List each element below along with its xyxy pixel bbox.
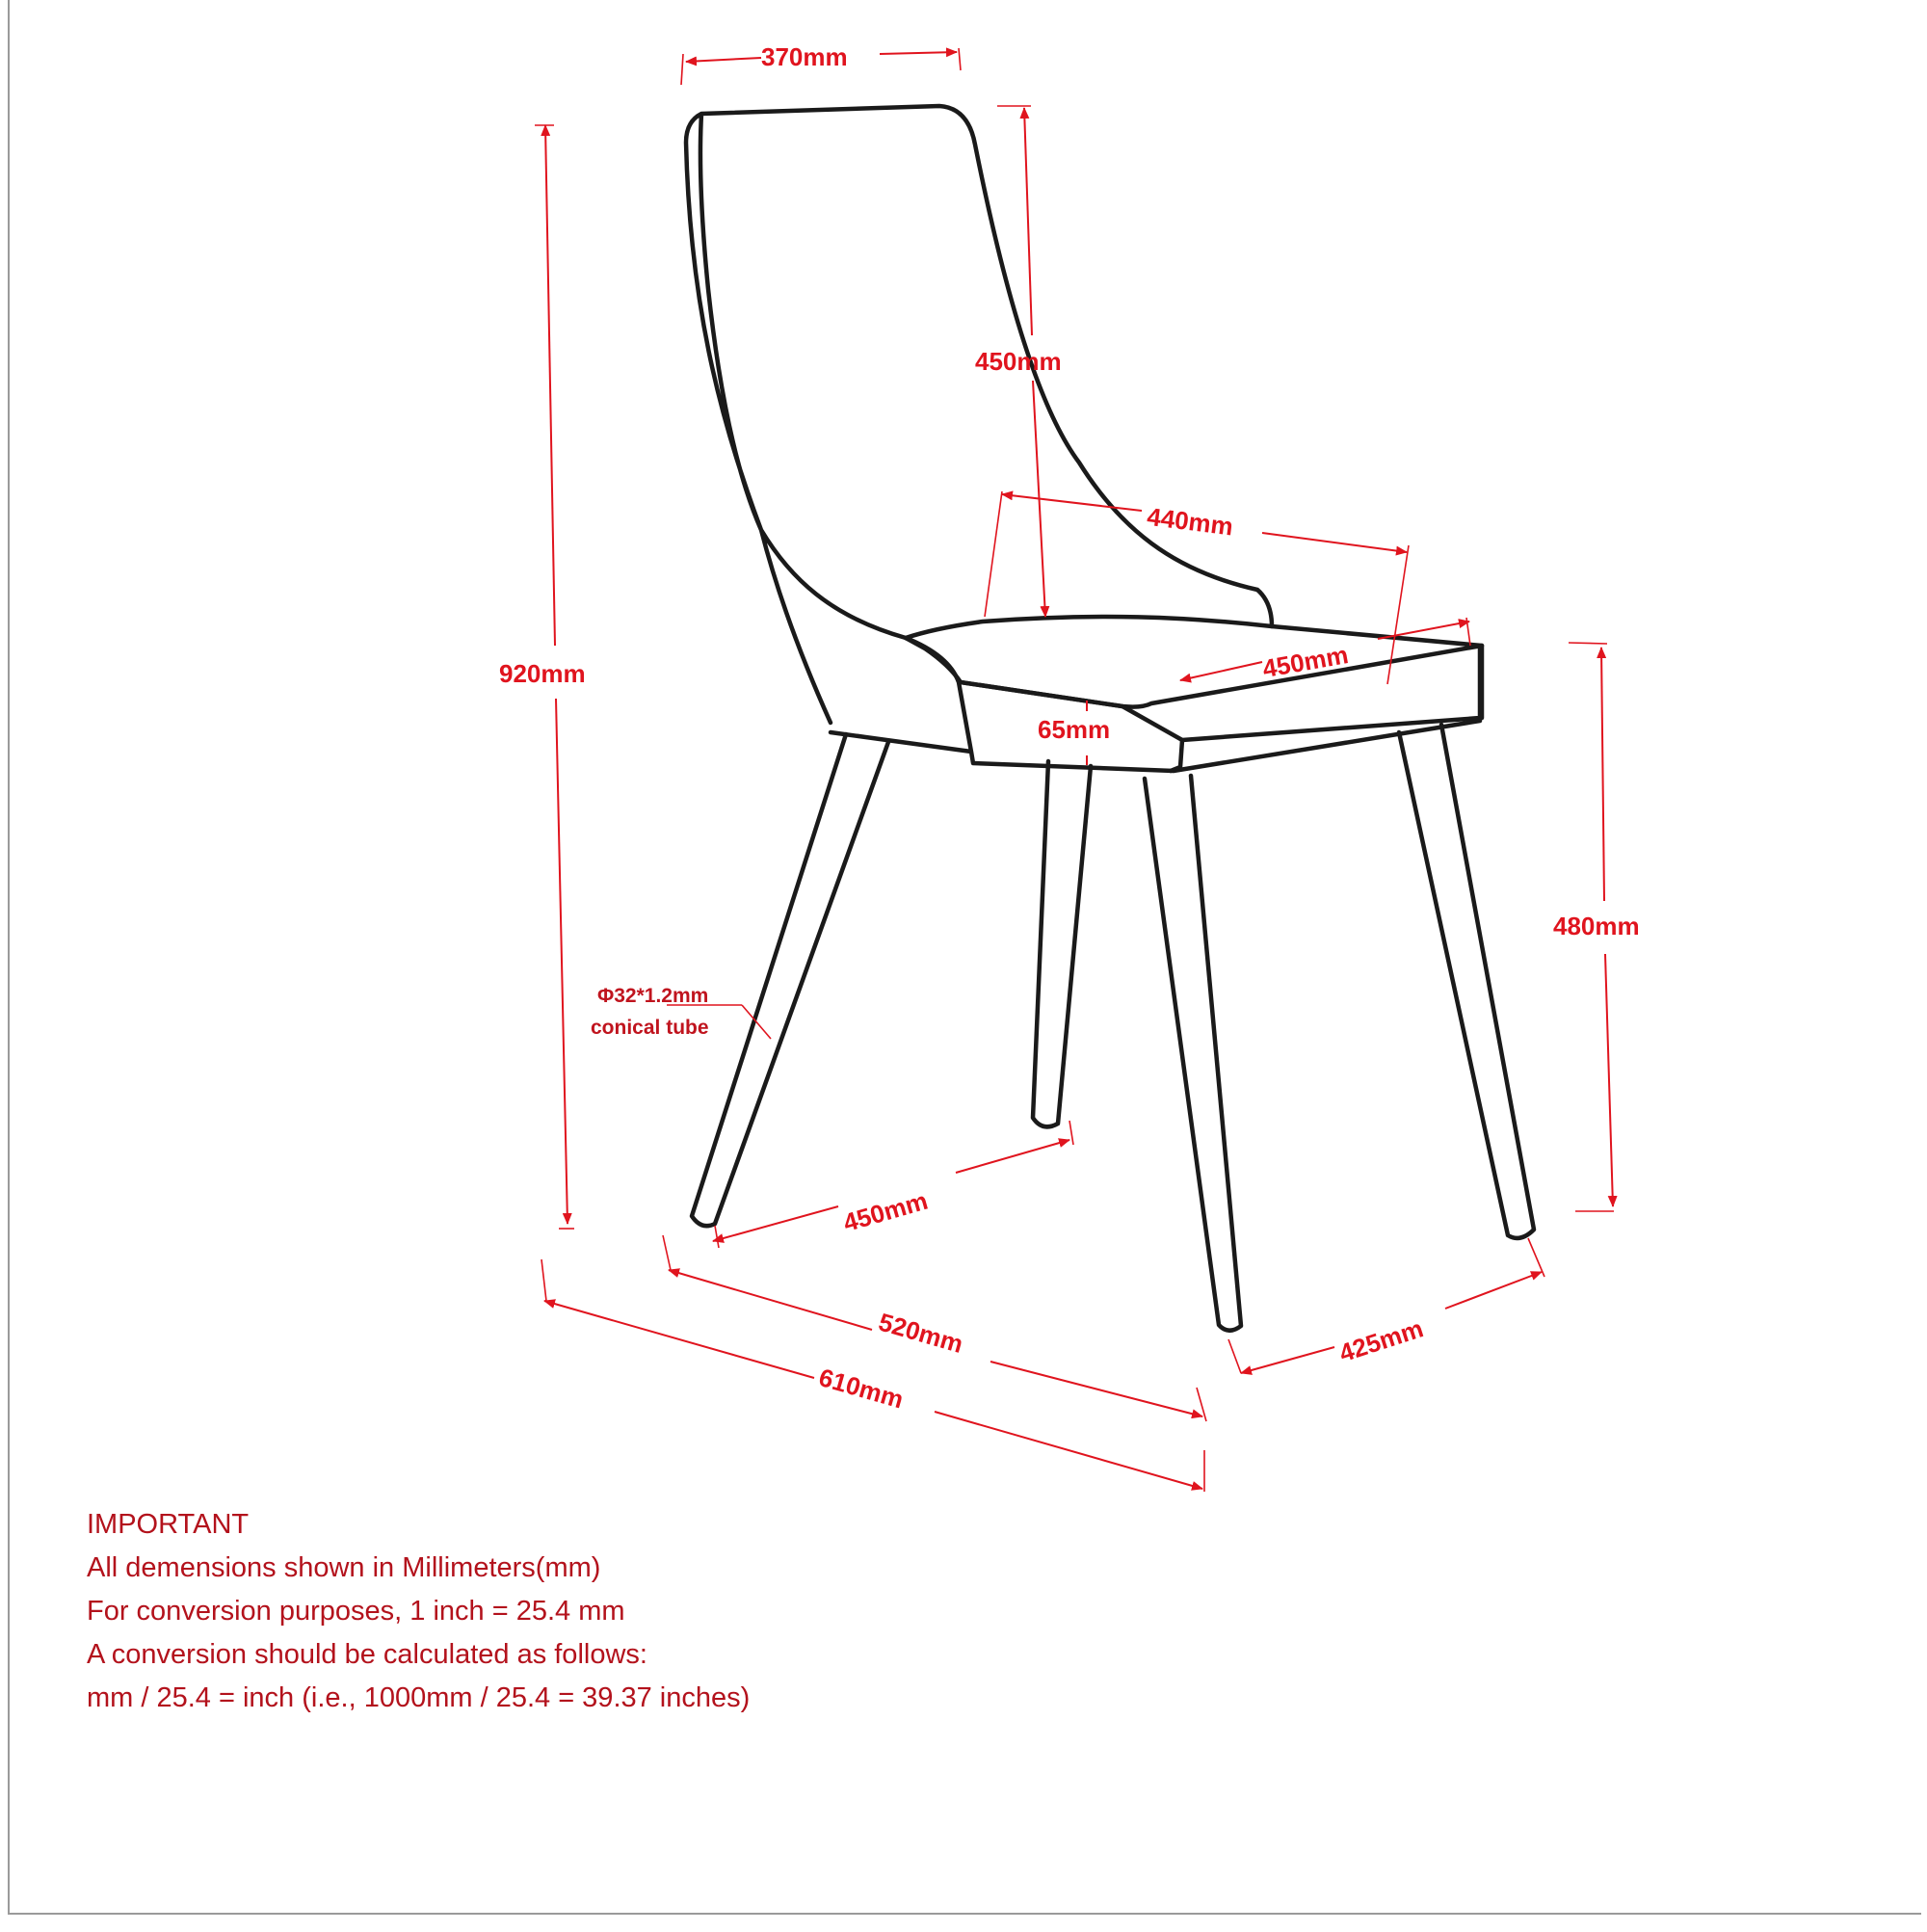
dim-overall-height: 920mm — [499, 659, 586, 688]
notes-line-units: All demensions shown in Millimeters(mm) — [87, 1552, 601, 1583]
notes-line-formula: mm / 25.4 = inch (i.e., 1000mm / 25.4 = 39.37 inches) — [87, 1682, 751, 1713]
dim-seat-width: 440mm — [1145, 501, 1235, 542]
notes-line-inch: For conversion purposes, 1 inch = 25.4 mm — [87, 1596, 625, 1627]
dim-seat-height: 480mm — [1553, 912, 1640, 940]
dim-seat-thickness: 65mm — [1038, 715, 1111, 744]
notes-line-conversion: A conversion should be calculated as follows: — [87, 1639, 647, 1670]
leg-spec-type: conical tube — [591, 1017, 709, 1039]
dim-base-width: 425mm — [1335, 1313, 1427, 1368]
notes-heading: IMPORTANT — [87, 1509, 250, 1540]
leg-spec-size: Φ32*1.2mm — [597, 985, 709, 1007]
important-notes — [87, 1503, 750, 1720]
dim-back-width: 370mm — [761, 42, 848, 71]
dim-back-height: 450mm — [975, 347, 1062, 376]
dim-seat-depth: 450mm — [1260, 640, 1351, 684]
dim-base-depth: 520mm — [875, 1307, 966, 1360]
dim-leg-spacing: 450mm — [839, 1185, 932, 1238]
dim-overall-depth: 610mm — [815, 1362, 908, 1415]
